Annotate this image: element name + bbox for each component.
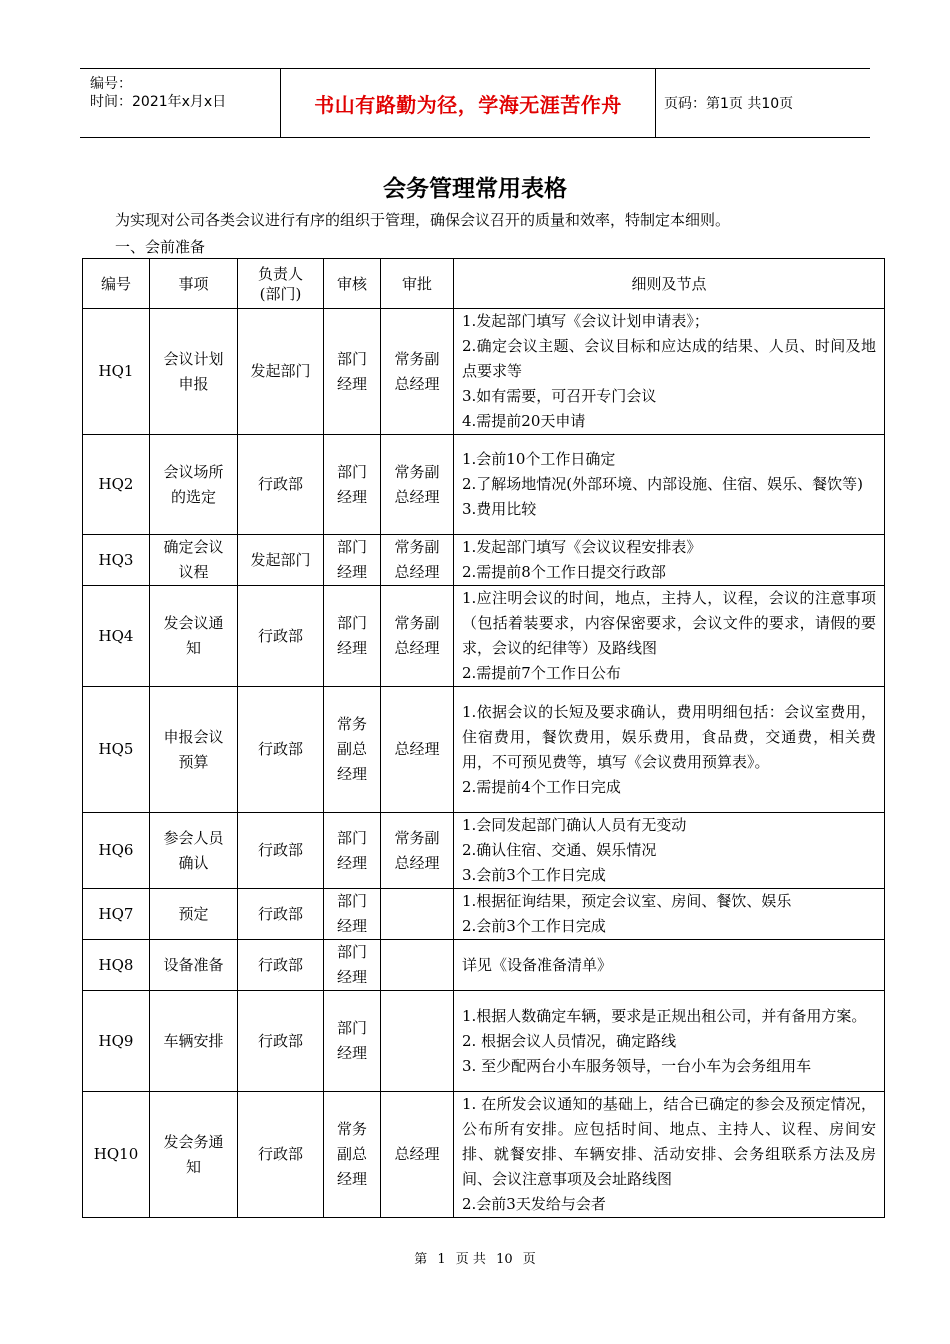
col-header-owner-line2: (部门) [259, 284, 302, 303]
cell-details-line: 1.根据人数确定车辆，要求是正规出租公司，并有备用方案。 [462, 1006, 867, 1025]
cell-details-line: 1.依据会议的长短及要求确认，费用明细包括：会议室费用，住宿费用，餐饮费用，娱乐费用，食品费，交通费，相关费用，不可预见费等，填写《会议费用预算表》。 [462, 702, 876, 771]
header-meta [80, 69, 280, 137]
cell-item-line: 知 [185, 639, 201, 657]
col-header-item: 事项 [150, 259, 238, 309]
cell-id: HQ1 [83, 309, 150, 435]
cell-item [150, 687, 238, 813]
cell-review-line: 常务 [336, 1120, 367, 1138]
cell-item-line: 知 [185, 1157, 201, 1176]
cell-approve [381, 813, 454, 889]
cell-details-line: 2.需提前7个工作日公布 [462, 664, 621, 682]
table-row [83, 889, 885, 940]
page-info: 页码：第1页 共10页 [664, 96, 794, 112]
table-row [83, 940, 885, 991]
cell-review-line: 经理 [336, 968, 367, 986]
cell-item-line: 会议计划 [163, 349, 224, 368]
cell-details-line: 1.会同发起部门确认人员有无变动 [462, 816, 687, 834]
cell-details-line: 1.发起部门填写《会议计划申请表》； [462, 312, 709, 330]
footer-mid: 页 共 [455, 1252, 486, 1267]
cell-approve-line: 总经理 [394, 1145, 440, 1163]
cell-details-line: 2.确认住宿、交通、娱乐情况 [462, 841, 657, 859]
cell-review-line: 经理 [336, 1044, 367, 1062]
cell-details-line: 1.会前10个工作日确定 [462, 450, 616, 468]
table-row [83, 435, 885, 535]
cell-approve [381, 586, 454, 687]
cell-approve-line: 常务副 [394, 828, 440, 847]
section-heading: 一、会前准备 [115, 238, 206, 256]
cell-review-line: 部门 [336, 538, 367, 556]
cell-owner: 行政部 [238, 586, 324, 687]
col-header-owner-line1: 负责人 [257, 264, 303, 283]
meeting-prep-table [82, 258, 885, 1218]
cell-item [150, 535, 238, 586]
cell-details-line: 1. 在所发会议通知的基础上，结合已确定的参会及预定情况，公布所有安排。应包括时间、地点、主持人、议程、房间安排、就餐安排、车辆安排、活动安排、会务组联系方法及房间、会议注意事项及会址路线图 [462, 1095, 876, 1188]
cell-details-line: 2. 根据会议人员情况，确定路线 [462, 1031, 677, 1050]
cell-item-line: 预算 [178, 752, 209, 771]
cell-details [454, 991, 885, 1092]
col-header-id: 编号 [83, 259, 150, 309]
cell-item [150, 1092, 238, 1218]
cell-owner: 行政部 [238, 991, 324, 1092]
cell-review-line: 部门 [336, 462, 367, 481]
cell-owner: 行政部 [238, 1092, 324, 1218]
cell-review [324, 535, 381, 586]
cell-item-line: 预定 [178, 904, 209, 923]
cell-review [324, 1092, 381, 1218]
cell-details-line: 1.应注明会议的时间，地点，主持人，议程，会议的注意事项（包括着装要求，内容保密要求，会议文件的要求，请假的要求，会议的纪律等）及路线图 [462, 589, 876, 657]
cell-approve [381, 1092, 454, 1218]
cell-details-line: 3.如有需要，可召开专门会议 [462, 387, 657, 405]
cell-details [454, 1092, 885, 1218]
cell-approve-line: 总经理 [394, 639, 440, 657]
cell-review-line: 常务 [336, 715, 367, 733]
cell-owner: 行政部 [238, 813, 324, 889]
cell-approve-line: 总经理 [394, 374, 440, 393]
cell-review-line: 经理 [336, 374, 367, 393]
cell-details-line: 3.会前3个工作日完成 [462, 866, 606, 884]
cell-item [150, 586, 238, 687]
cell-approve-line: 常务副 [394, 349, 440, 368]
cell-review-line: 部门 [336, 614, 367, 632]
cell-item-line: 会议场所 [163, 462, 224, 481]
cell-review-line: 经理 [336, 563, 367, 581]
cell-owner: 发起部门 [238, 535, 324, 586]
cell-review-line: 经理 [336, 1170, 367, 1188]
cell-id: HQ10 [83, 1092, 150, 1218]
cell-approve-line: 总经理 [394, 740, 440, 758]
cell-id: HQ9 [83, 991, 150, 1092]
col-header-details: 细则及节点 [454, 259, 885, 309]
cell-details [454, 586, 885, 687]
cell-item [150, 435, 238, 535]
cell-review [324, 889, 381, 940]
cell-approve-line: 总经理 [394, 853, 440, 872]
time-label: 时间：2021年x月x日 [90, 94, 227, 110]
table-row [83, 813, 885, 889]
cell-details [454, 889, 885, 940]
cell-item-line: 确定会议 [163, 538, 224, 556]
cell-id: HQ2 [83, 435, 150, 535]
cell-approve [381, 435, 454, 535]
cell-details-line: 3. 至少配两台小车服务领导，一台小车为会务组用车 [462, 1056, 812, 1075]
cell-item-line: 设备准备 [163, 955, 224, 974]
cell-review [324, 309, 381, 435]
document-header [80, 68, 870, 138]
cell-item [150, 991, 238, 1092]
cell-item [150, 889, 238, 940]
cell-details-line: 2.需提前8个工作日提交行政部 [462, 563, 666, 581]
cell-item-line: 确认 [178, 853, 209, 872]
cell-id: HQ5 [83, 687, 150, 813]
cell-review [324, 813, 381, 889]
header-page-cell [656, 69, 870, 137]
col-header-review: 审核 [324, 259, 381, 309]
cell-details-line: 2.需提前4个工作日完成 [462, 777, 621, 796]
cell-item-line: 申报会议 [163, 727, 224, 746]
cell-details [454, 309, 885, 435]
cell-item-line: 申报 [178, 374, 209, 393]
cell-details-line: 2.会前3个工作日完成 [462, 917, 606, 935]
cell-review [324, 940, 381, 991]
footer-suffix: 页 [522, 1252, 536, 1267]
cell-details-line: 1.发起部门填写《会议议程安排表》 [462, 538, 702, 556]
cell-item-line: 发会议通 [163, 614, 224, 632]
cell-id: HQ6 [83, 813, 150, 889]
cell-owner: 发起部门 [238, 309, 324, 435]
cell-review-line: 部门 [336, 943, 367, 961]
cell-details-line: 2.确定会议主题、会议目标和应达成的结果、人员、时间及地点要求等 [462, 337, 876, 380]
cell-review-line: 部门 [336, 828, 367, 847]
cell-review [324, 586, 381, 687]
cell-details [454, 813, 885, 889]
col-header-owner [238, 259, 324, 309]
page-footer [0, 1248, 950, 1267]
cell-id: HQ7 [83, 889, 150, 940]
col-header-approve: 审批 [381, 259, 454, 309]
motto: 书山有路勤为径，学海无涯苦作舟 [314, 92, 622, 117]
footer-page-total: 10 [496, 1252, 513, 1267]
cell-review-line: 经理 [336, 765, 367, 783]
cell-review-line: 经理 [336, 487, 367, 506]
cell-details [454, 940, 885, 991]
cell-owner: 行政部 [238, 889, 324, 940]
cell-review-line: 部门 [336, 892, 367, 910]
cell-owner: 行政部 [238, 435, 324, 535]
cell-approve [381, 991, 454, 1092]
table-row [83, 1092, 885, 1218]
intro-paragraph: 为实现对公司各类会议进行有序的组织于管理，确保会议召开的质量和效率，特制定本细则。 [115, 211, 731, 229]
cell-review-line: 部门 [336, 349, 367, 368]
cell-review-line: 部门 [336, 1019, 367, 1037]
cell-item [150, 309, 238, 435]
cell-details-line: 2.了解场地情况(外部环境、内部设施、住宿、娱乐、餐饮等) [462, 475, 864, 493]
cell-review-line: 经理 [336, 853, 367, 872]
cell-item-line: 议程 [178, 563, 209, 581]
cell-details-line: 1.根据征询结果，预定会议室、房间、餐饮、娱乐 [462, 892, 792, 910]
cell-approve-line: 总经理 [394, 563, 440, 581]
cell-approve [381, 889, 454, 940]
cell-approve [381, 309, 454, 435]
cell-details-line: 2.会前3天发给与会者 [462, 1195, 606, 1213]
cell-item [150, 940, 238, 991]
cell-approve-line: 总经理 [394, 487, 440, 506]
table-header-row [83, 259, 885, 309]
cell-id: HQ4 [83, 586, 150, 687]
cell-details [454, 687, 885, 813]
cell-owner: 行政部 [238, 687, 324, 813]
cell-approve [381, 687, 454, 813]
table-row [83, 687, 885, 813]
table-row [83, 586, 885, 687]
cell-review-line: 经理 [336, 639, 367, 657]
cell-approve [381, 535, 454, 586]
cell-details-line: 详见《设备准备清单》 [462, 955, 613, 974]
cell-review [324, 687, 381, 813]
number-label: 编号： [90, 76, 132, 92]
cell-approve-line: 常务副 [394, 462, 440, 481]
cell-details-line: 3.费用比较 [462, 500, 537, 518]
cell-review [324, 991, 381, 1092]
cell-details [454, 535, 885, 586]
cell-review [324, 435, 381, 535]
header-motto-cell [280, 69, 656, 137]
cell-review-line: 经理 [336, 917, 367, 935]
table-body [83, 309, 885, 1218]
footer-prefix: 第 [414, 1252, 428, 1267]
cell-review-line: 副总 [336, 1145, 367, 1163]
cell-approve [381, 940, 454, 991]
table-row [83, 535, 885, 586]
page-title: 会务管理常用表格 [383, 176, 567, 202]
table-row [83, 991, 885, 1092]
cell-review-line: 副总 [336, 740, 367, 758]
cell-owner: 行政部 [238, 940, 324, 991]
cell-item [150, 813, 238, 889]
cell-id: HQ8 [83, 940, 150, 991]
cell-approve-line: 常务副 [394, 614, 440, 632]
cell-item-line: 发会务通 [163, 1132, 224, 1151]
cell-item-line: 车辆安排 [163, 1031, 224, 1050]
footer-page-number: 1 [437, 1252, 446, 1267]
cell-id: HQ3 [83, 535, 150, 586]
cell-item-line: 参会人员 [163, 828, 224, 847]
table-row [83, 309, 885, 435]
cell-details [454, 435, 885, 535]
cell-details-line: 4.需提前20天申请 [462, 412, 586, 430]
cell-item-line: 的选定 [170, 487, 216, 506]
cell-approve-line: 常务副 [394, 538, 440, 556]
